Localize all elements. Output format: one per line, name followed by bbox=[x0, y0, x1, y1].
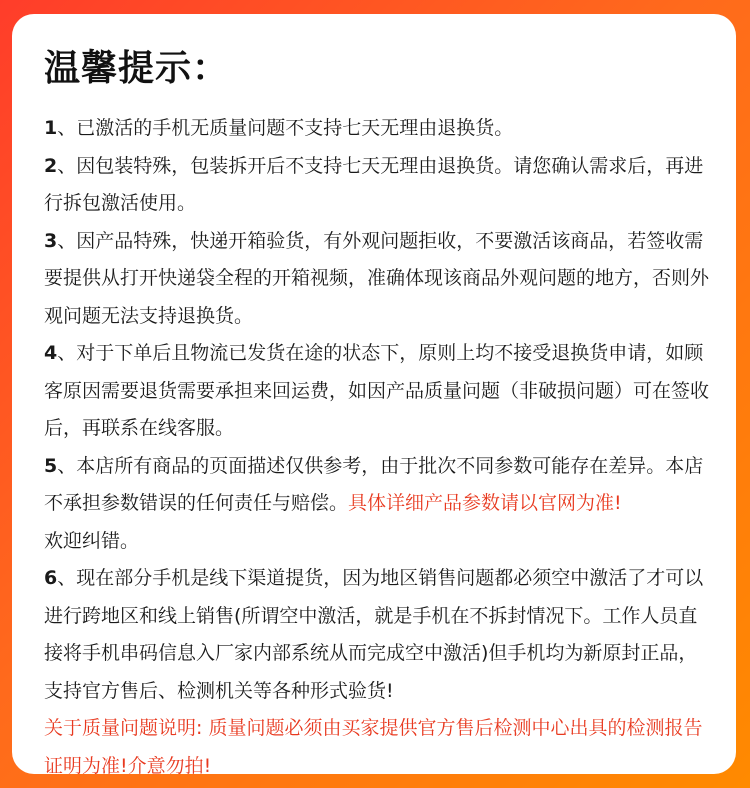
item-text: 本店所有商品的页面描述仅供参考，由于批次不同参数可能存在差异。本店不承担参数错误的任何责任与赔偿。 bbox=[44, 454, 704, 514]
item-text: 对于下单后且物流已发货在途的状态下，原则上均不接受退换货申请，如顾客原因需要退货需要承担来回运费，如因产品质量问题（非破损问题）可在签收后，再联系在线客服。 bbox=[44, 342, 710, 439]
item-separator: 、 bbox=[57, 229, 77, 252]
item-text: 现在部分手机是线下渠道提货，因为地区销售问题都必须空中激活了才可以进行跨地区和线上销售(所谓空中激活，就是手机在不拆封情况下。工作人员直接将手机串码信息入厂家内部系统从而完成空中激活)但手机均为新原封正品，支持官方售后、检测机关等各种形式验货! bbox=[44, 567, 704, 702]
item-number: 6 bbox=[44, 567, 58, 589]
item-text: 已激活的手机无质量问题不支持七天无理由退换货。 bbox=[76, 117, 514, 139]
item-separator: 、 bbox=[57, 342, 77, 364]
item-number: 5 bbox=[44, 454, 58, 477]
notice-item-4 bbox=[44, 335, 710, 448]
item-separator: 、 bbox=[57, 154, 77, 177]
notice-item-2 bbox=[44, 148, 710, 223]
item-text: 因包装特殊，包装拆开后不支持七天无理由退换货。请您确认需求后，再进行拆包激活使用。 bbox=[44, 154, 704, 214]
notice-item-6 bbox=[44, 560, 710, 710]
item-separator: 、 bbox=[57, 454, 77, 477]
quality-note: 关于质量问题说明: 质量问题必须由买家提供官方售后检测中心出具的检测报告证明为准!介意勿拍! bbox=[44, 717, 703, 774]
notice-item-1 bbox=[44, 110, 710, 148]
notice-card bbox=[12, 14, 736, 774]
item-number: 1 bbox=[44, 117, 58, 139]
notice-item-3 bbox=[44, 223, 710, 336]
item-separator: 、 bbox=[57, 117, 77, 139]
notice-title: 温馨提示： bbox=[44, 48, 230, 89]
item-separator: 、 bbox=[57, 567, 77, 589]
item-number: 3 bbox=[44, 229, 58, 252]
item-tail: 欢迎纠错。 bbox=[44, 529, 140, 552]
notice-item-5 bbox=[44, 448, 710, 561]
item-number: 2 bbox=[44, 154, 58, 177]
item-text: 因产品特殊，快递开箱验货，有外观问题拒收，不要激活该商品，若签收需要提供从打开快递袋全程的开箱视频，准确体现该商品外观问题的地方，否则外观问题无法支持退换货。 bbox=[44, 229, 710, 327]
item-number: 4 bbox=[44, 342, 58, 364]
official-params-highlight: 具体详细产品参数请以官网为准! bbox=[348, 492, 622, 514]
